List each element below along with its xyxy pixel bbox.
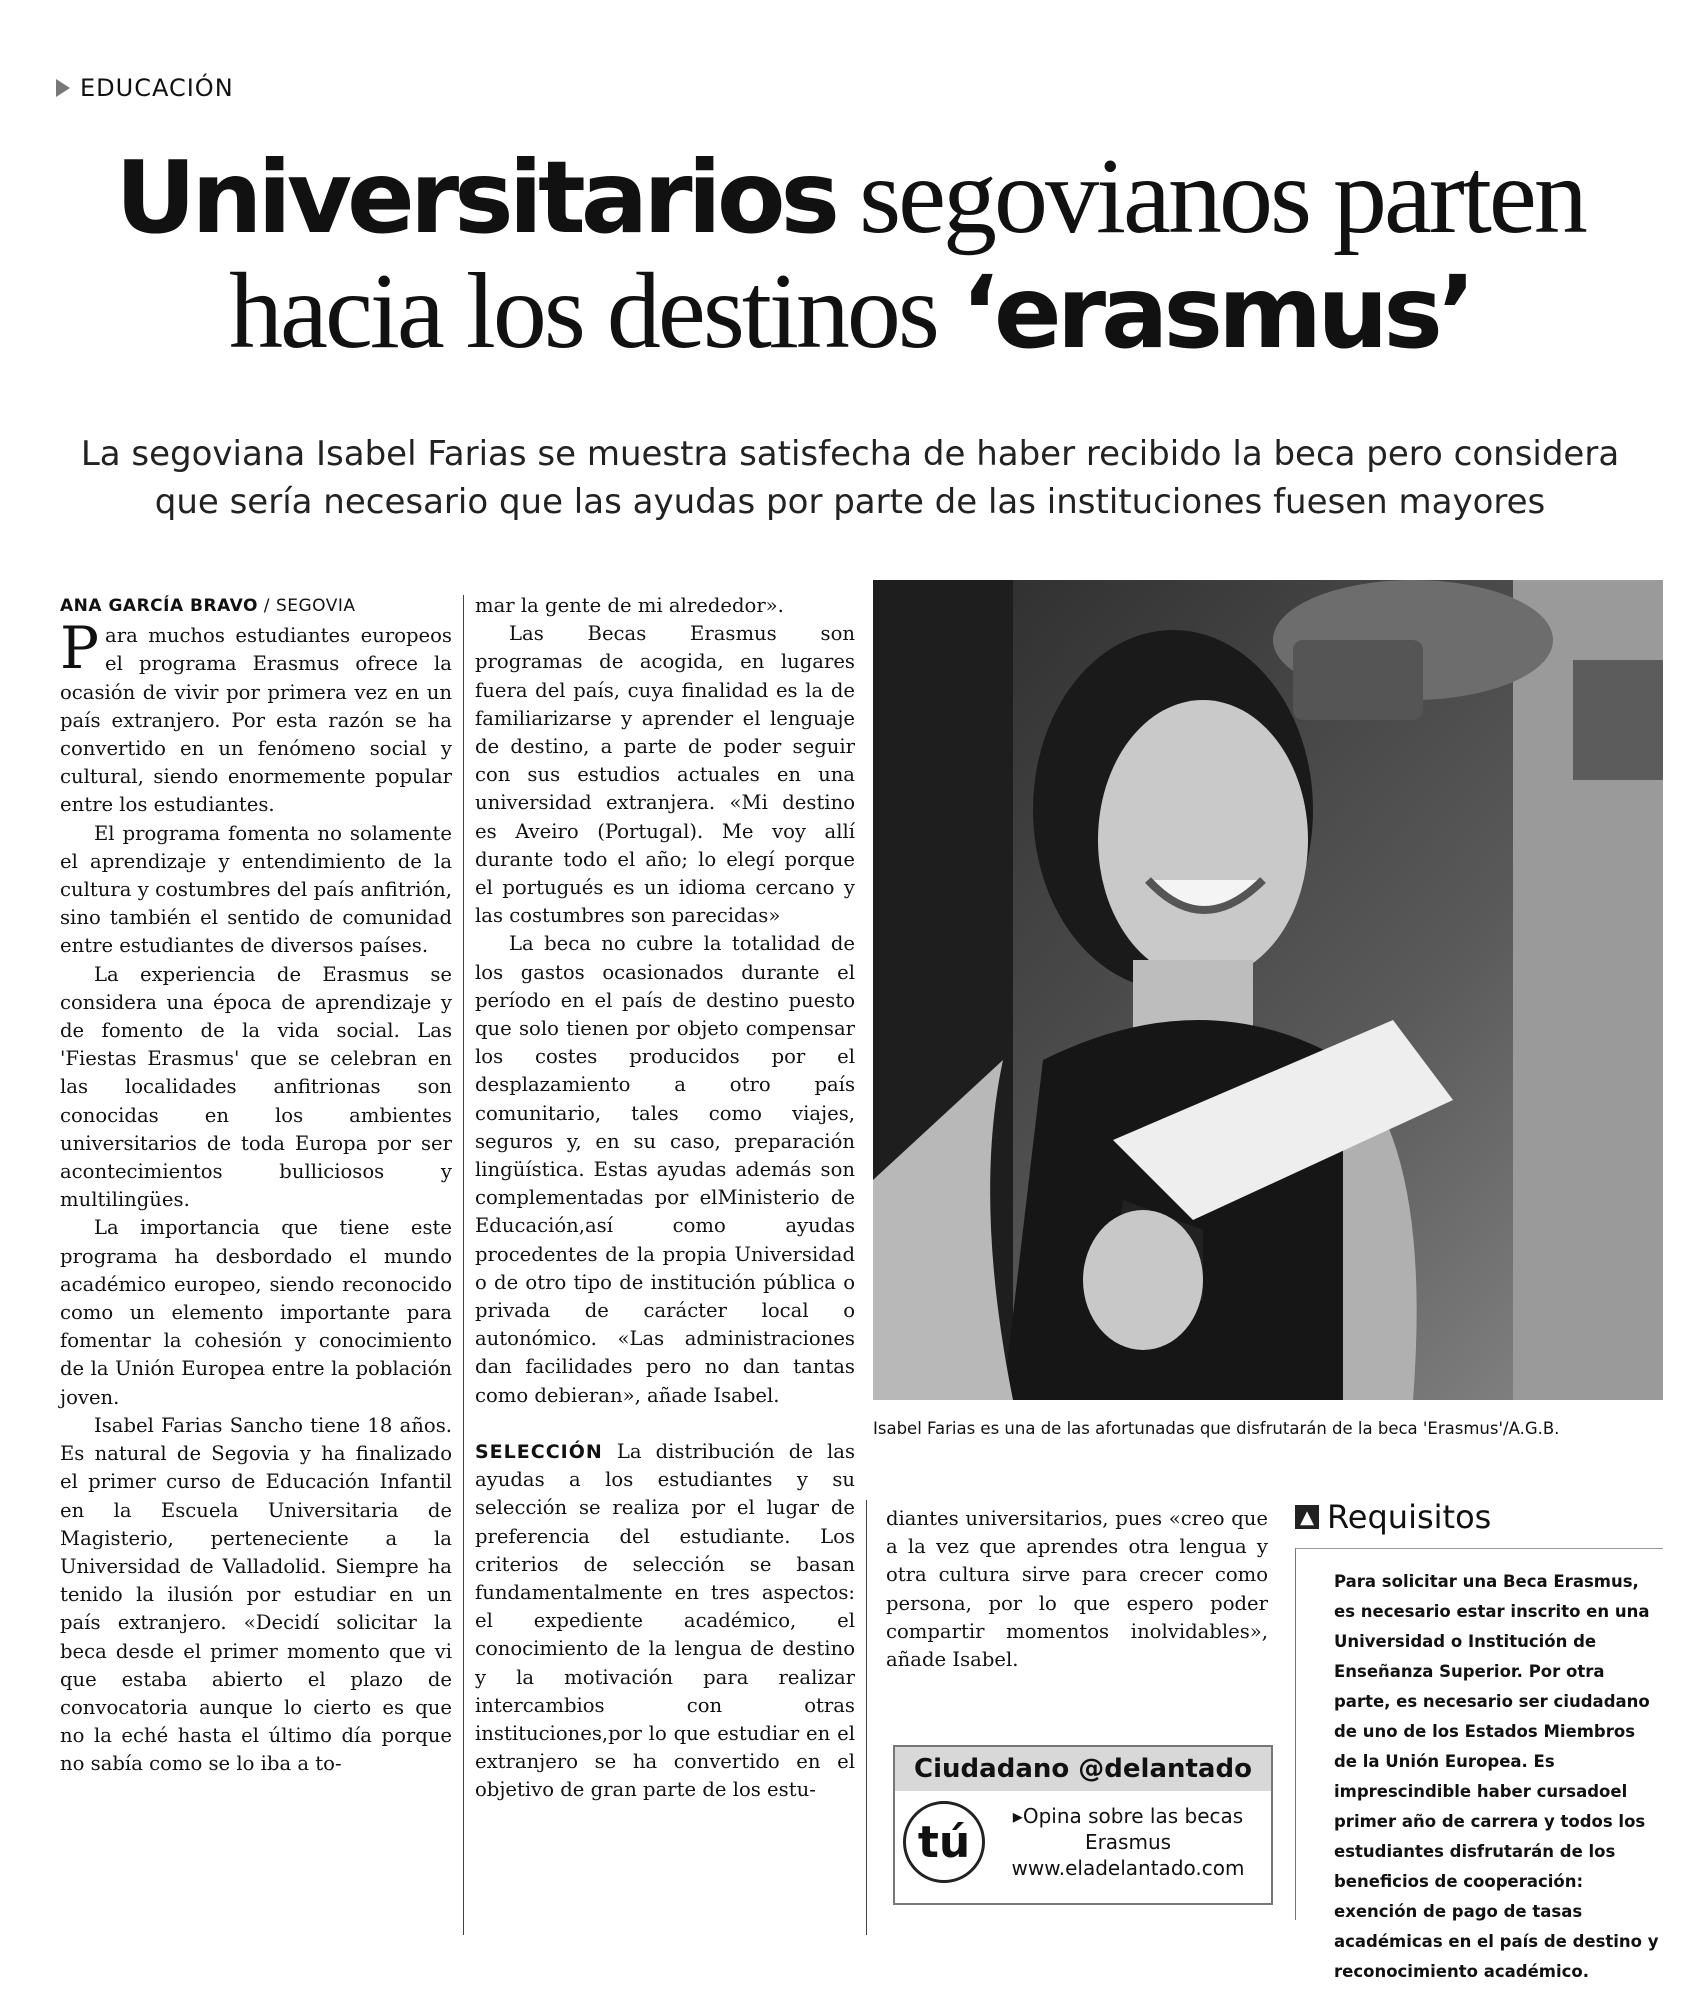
column-divider bbox=[463, 595, 464, 1935]
promo-text bbox=[993, 1803, 1263, 1881]
paragraph-2: El programa fomenta no solamente el aprendizaje y entendimiento de la cultura y costumbres del país anfitrión, sino también el sentido de comunidad entre estudiantes de diversos países. bbox=[60, 821, 452, 958]
paragraph-6: mar la gente de mi alrededor». bbox=[475, 594, 784, 617]
deck-line-2: que sería necesario que las ayudas por parte de las instituciones fuesen mayores bbox=[154, 482, 1546, 522]
promo-header: Ciudadano @delantado bbox=[895, 1747, 1271, 1791]
photo bbox=[873, 580, 1663, 1400]
promo-line-1: ▸Opina sobre las becas bbox=[1012, 1804, 1244, 1828]
headline-bold-1: Universitarios bbox=[115, 139, 836, 256]
subhead-seleccion: SELECCIÓN bbox=[475, 1440, 603, 1463]
paragraph-5: Isabel Farias Sancho tiene 18 años. Es natural de Segovia y ha finalizado el primer curso de Educación Infantil en la Escuela Universitaria de Magisterio, perteneciente a la Universidad de Valladolid. Siempre ha tenido la ilusión por estudiar en un país extranjero. «Decidí solicitar la beca desde el primer momento que vi que estaba abierto el plazo de convocatoria aunque lo cierto es que no la eché hasta el último día porque no sabía como se lo iba a to- bbox=[60, 1413, 452, 1776]
photo-image bbox=[873, 580, 1663, 1400]
promo-line-2: Erasmus bbox=[1084, 1830, 1172, 1854]
requisitos-heading: Requisitos bbox=[1327, 1498, 1492, 1536]
paragraph-8: La beca no cubre la totalidad de los gastos ocasionados durante el período en el país de destino puesto que solo tienen por objeto compensar los costes producidos por el desplazamiento a otro país comunitario, tales como viajes, seguros y, en su caso, preparación lingüística. Estas ayudas además son complementadas por elMinisterio de Educación,así como ayudas procedentes de la propia Universidad o de otro tipo de institución pública o privada de carácter local o autonómico. «Las administraciones dan facilidades pero no dan tantas como debieran», añade Isabel. bbox=[475, 932, 855, 1407]
photo-caption: Isabel Farias es una de las afortunadas que disfrutarán de la beca 'Erasmus'/A.G.B. bbox=[873, 1419, 1560, 1438]
paragraph-1: Para muchos estudiantes europeos el programa Erasmus ofrece la ocasión de vivir por primera vez en un país extranjero. Por esta razón se ha convertido en un fenómeno social y cultural, siendo enormemente popular entre los estudiantes. bbox=[60, 614, 452, 817]
article-column-1 bbox=[60, 592, 452, 1779]
requisitos-box bbox=[1295, 1548, 1663, 1981]
paragraph-10: diantes universitarios, pues «creo que a la vez que aprendes otra lengua y otra cultura sirve para crecer como persona, por lo que espero poder compartir momentos inolvidables», añade Isabel. bbox=[886, 1507, 1268, 1672]
promo-box[interactable] bbox=[893, 1745, 1273, 1905]
requisitos-title bbox=[1295, 1498, 1491, 1536]
requisitos-text: Para solicitar una Beca Erasmus, es necesario estar inscrito en una Universidad o Institución de Enseñanza Superior. Por otra parte, es necesario ser ciudadano de uno de los Estados Miembros de la Unión Europea. Es imprescindible haber cursadoel primer año de carrera y todos los estudiantes disfrutarán de los beneficios de cooperación: exención de pago de tasas académicas en el país de destino y reconocimiento académico. bbox=[1334, 1572, 1659, 1981]
byline-author: ANA GARCÍA BRAVO bbox=[60, 596, 258, 616]
drop-cap: P bbox=[60, 614, 100, 683]
promo-url[interactable]: www.eladelantado.com bbox=[1011, 1856, 1245, 1880]
section-label bbox=[56, 74, 234, 102]
promo-body bbox=[895, 1791, 1271, 1893]
article-column-3 bbox=[886, 1505, 1268, 1674]
headline-rest-2: hacia los destinos bbox=[229, 252, 961, 371]
triangle-icon bbox=[56, 79, 70, 97]
column-divider-2 bbox=[866, 1500, 867, 1935]
paragraph-4: La importancia que tiene este programa ha desbordado el mundo académico europeo, siendo reconocido como un elemento importante para fomentar la cohesión y conocimiento de la Unión Europea entre la población joven. bbox=[60, 1216, 452, 1409]
paragraph-7: Las Becas Erasmus son programas de acogida, en lugares fuera del país, cuya finalidad es la de familiarizarse y aprender el lenguaje de destino, a parte de poder seguir con sus estudios actuales en una universidad extranjera. «Mi destino es Aveiro (Portugal). Me voy allí durante todo el año; lo elegí porque el portugués es un idioma cercano y las costumbres son parecidas» bbox=[475, 622, 855, 928]
paragraph-9: SELECCIÓN La distribución de las ayudas a los estudiantes y su selección se realiza por el lugar de preferencia del estudiante. Los criterios de selección se basan fundamentalmente en tres aspectos: el expediente académico, el conocimiento de la lengua de destino y la motivación para realizar intercambios con otras instituciones,por lo que estudiar en el extranjero se ha convertido en el objetivo de gran parte de los estu- bbox=[475, 1439, 855, 1802]
headline-rest-1: segovianos parten bbox=[835, 137, 1585, 256]
headline bbox=[60, 137, 1640, 371]
headline-bold-2: ‘erasmus’ bbox=[960, 254, 1471, 371]
deck-line-1: La segoviana Isabel Farias se muestra satisfecha de haber recibido la beca pero considera bbox=[80, 434, 1620, 474]
section-name: EDUCACIÓN bbox=[80, 74, 234, 102]
tu-logo-icon: tú bbox=[903, 1801, 985, 1883]
byline bbox=[60, 592, 452, 620]
paragraph-3: La experiencia de Erasmus se considera una época de aprendizaje y de fomento de la vida social. Las 'Fiestas Erasmus' que se celebran en las localidades anfitrionas son conocidas en los ambientes universitarios de toda Europa por ser acontecimientos bulliciosos y multilingües. bbox=[60, 962, 452, 1212]
article-column-2 bbox=[475, 592, 855, 1805]
newspaper-logo-icon: ▲ bbox=[1295, 1505, 1319, 1529]
deck bbox=[60, 430, 1640, 526]
byline-place: / SEGOVIA bbox=[257, 596, 356, 616]
